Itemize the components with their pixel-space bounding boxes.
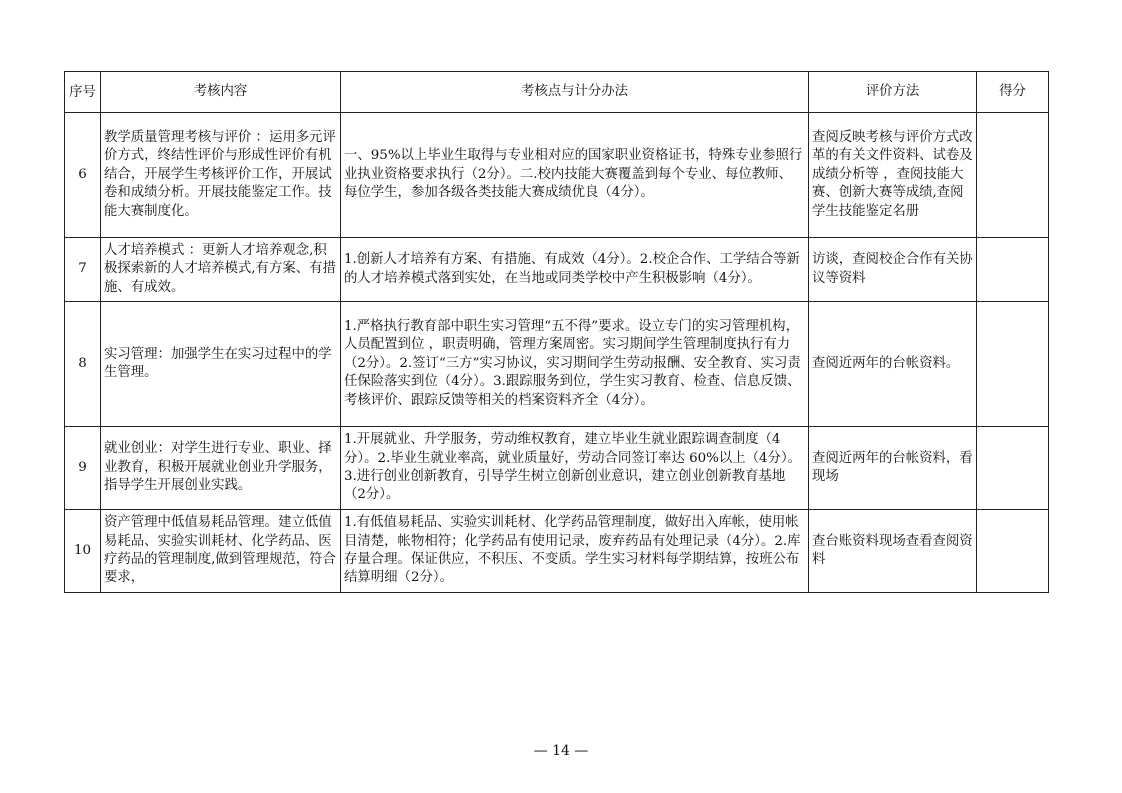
header-content: 考核内容 [101,72,341,113]
table-row [65,427,1049,510]
cell-method: 一、95%以上毕业生取得与专业相对应的国家职业资格证书，特殊专业参照行业执业资格要求执行（2分）。二.校内技能大赛覆盖到每个专业、每位教师、每位学生，参加各级各类技能大赛成绩优良（4分）。 [341,113,809,238]
cell-score [977,113,1049,238]
page-number: — 14 — [533,743,589,759]
cell-content: 就业创业：对学生进行专业、职业、择业教育，积极开展就业创业升学服务，指导学生开展创业实践。 [101,427,341,510]
cell-score [977,302,1049,427]
cell-evaluation: 访谈，查阅校企合作有关协议等资料 [809,238,977,302]
header-score: 得分 [977,72,1049,113]
cell-content: 资产管理中低值易耗品管理。建立低值易耗品、实验实训耗材、化学药品、医疗药品的管理制度,做到管理规范，符合要求， [101,510,341,593]
cell-no: 10 [65,510,101,593]
table-row [65,302,1049,427]
cell-no: 7 [65,238,101,302]
cell-score [977,238,1049,302]
table-row [65,238,1049,302]
table-row [65,510,1049,593]
table-row [65,113,1049,238]
cell-evaluation: 查阅反映考核与评价方式改革的有关文件资料、试卷及成绩分析等 ，查阅技能大赛、创新大赛等成绩,查阅学生技能鉴定名册 [809,113,977,238]
table-header-row [65,72,1049,113]
cell-no: 6 [65,113,101,238]
cell-method: 1.开展就业、升学服务，劳动维权教育，建立毕业生就业跟踪调查制度（4分）。2.毕业生就业率高，就业质量好，劳动合同签订率达 60%以上（4分）。3.进行创业创新教育，引导学生树立创新创业意识，建立创业创新教育基地（2分）。 [341,427,809,510]
cell-evaluation: 查阅近两年的台帐资料，看现场 [809,427,977,510]
header-method: 考核点与计分办法 [341,72,809,113]
cell-method: 1.创新人才培养有方案、有措施、有成效（4分）。2.校企合作、工学结合等新的人才培养模式落到实处，在当地或同类学校中产生积极影响（4分）。 [341,238,809,302]
cell-content: 实习管理：加强学生在实习过程中的学生管理。 [101,302,341,427]
header-no: 序号 [65,72,101,113]
header-evaluation: 评价方法 [809,72,977,113]
cell-content: 人才培养模式 ：更新人才培养观念,积极探索新的人才培养模式,有方案、有措施、有成效。 [101,238,341,302]
cell-no: 9 [65,427,101,510]
cell-score [977,427,1049,510]
cell-no: 8 [65,302,101,427]
cell-score [977,510,1049,593]
cell-method: 1.严格执行教育部中职生实习管理“五不得”要求。设立专门的实习管理机构，人员配置到位 ，职责明确，管理方案周密。实习期间学生管理制度执行有力（2分）。2.签订“三方”实习协议，实习期间学生劳动报酬、安全教育、实习责任保险落实到位（4分）。3.跟踪服务到位，学生实习教育、检查、信息反馈、考核评价、跟踪反馈等相关的档案资料齐全（4分）。 [341,302,809,427]
cell-evaluation: 查阅近两年的台帐资料。 [809,302,977,427]
cell-content: 教学质量管理考核与评价 ：运用多元评价方式，终结性评价与形成性评价有机结合，开展学生考核评价工作，开展试卷和成绩分析。开展技能鉴定工作。技能大赛制度化。 [101,113,341,238]
cell-method: 1.有低值易耗品、实验实训耗材、化学药品管理制度，做好出入库帐，使用帐目清楚，帐物相符；化学药品有使用记录，废弃药品有处理记录（4分）。2.库存量合理。保证供应，不积压、不变质。学生实习材料每学期结算，按班公布结算明细（2分）。 [341,510,809,593]
cell-evaluation: 查台账资料现场查看查阅资料 [809,510,977,593]
evaluation-table [64,71,1049,593]
